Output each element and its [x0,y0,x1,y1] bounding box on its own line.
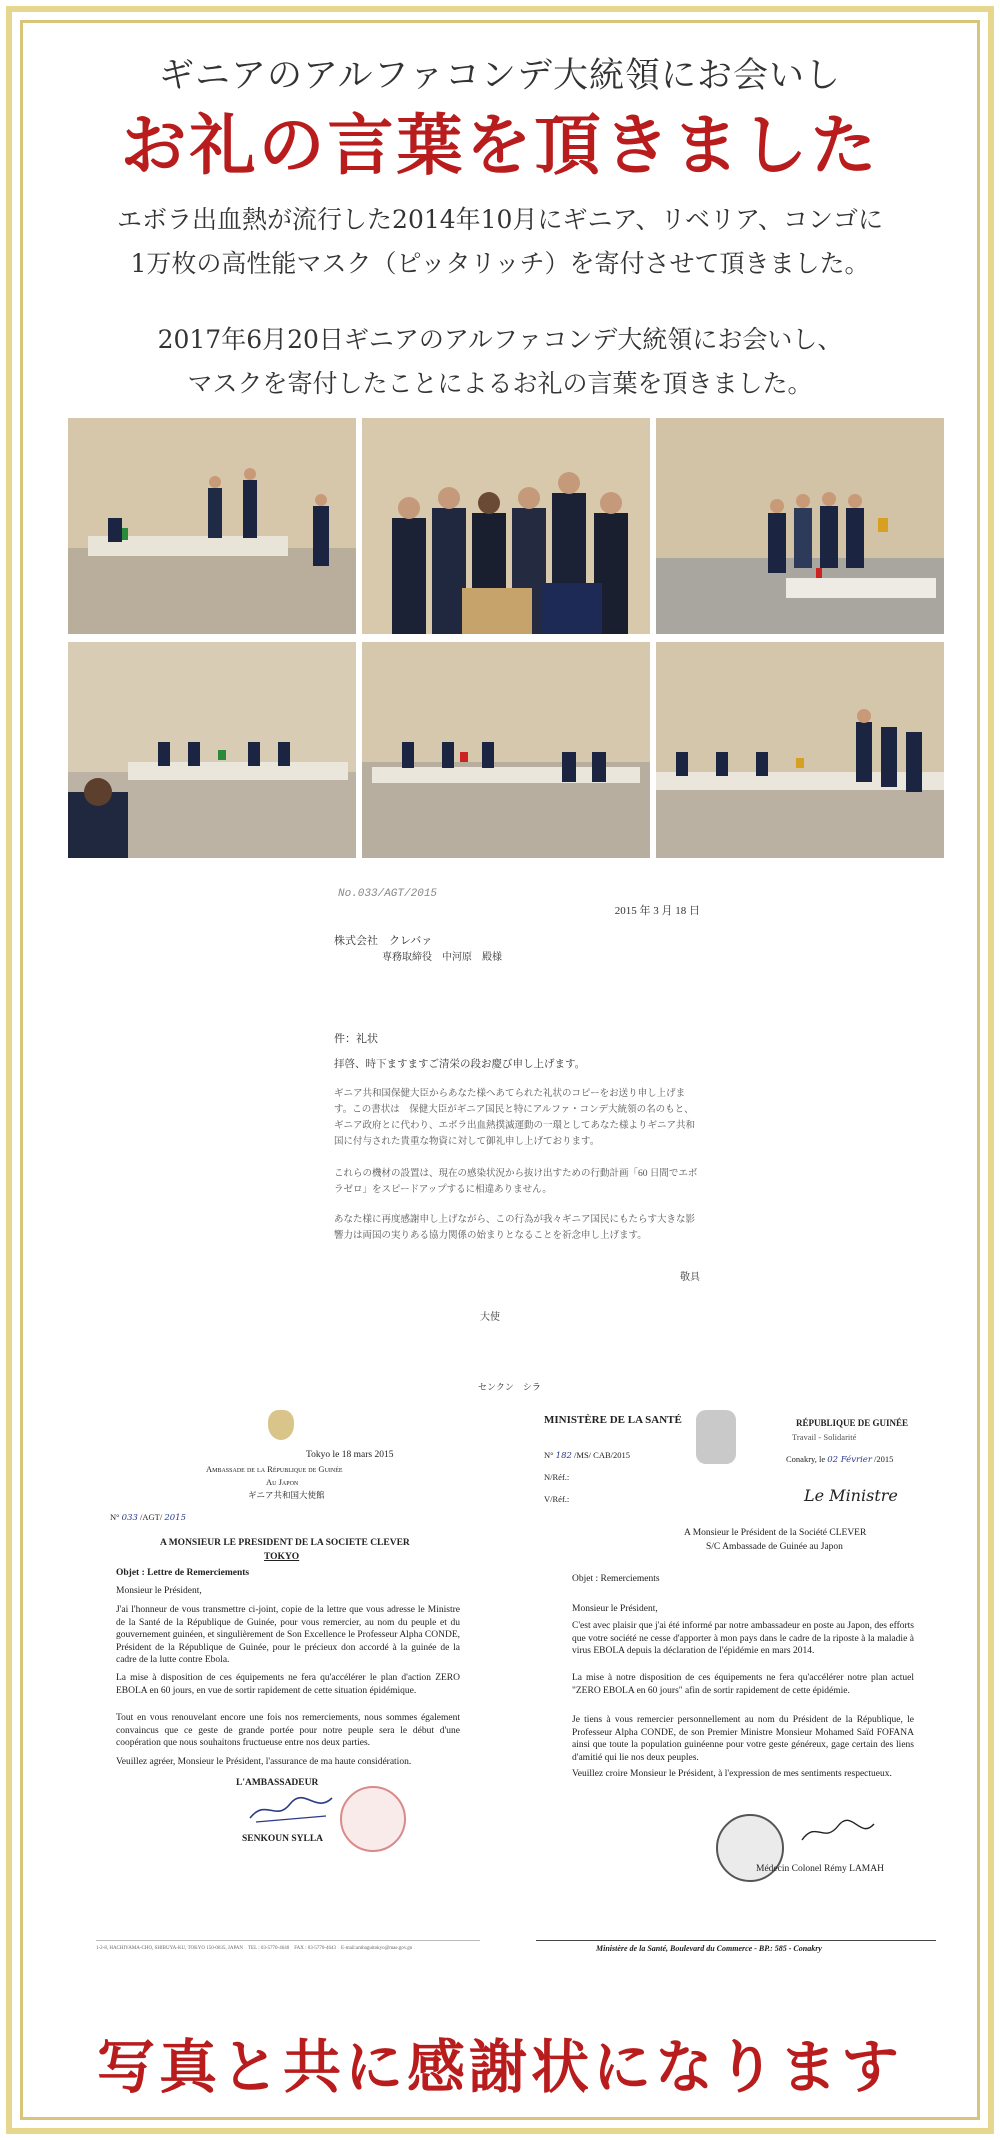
embassy-signatory-title: L'AMBASSADEUR [236,1778,319,1788]
place-year: /2015 [874,1454,894,1464]
intro-line: マスクを寄付したことによるお礼の言葉を頂きました。 [187,369,813,398]
ministry-our-ref: N/Réf.: [544,1472,570,1482]
letter-paragraph-3: あなた様に再度感謝申し上げながら、この行為が我々ギニア国民にもたらす大きな影響力は両国の実りある協力関係の始まりとなることを祈念申し上げます。 [334,1215,696,1241]
letter-addressee-person: 専務取締役 中河原 殿様 [382,952,502,963]
ref-suffix: /AGT/ [140,1512,163,1522]
embassy-letter-paragraph-1: J'ai l'honneur de vous transmettre ci-joint, copie de la lettre que vous adresse le Ministre de la Santé de la République de Guinée, pour vous remercier, au nom du peuple et du gouvernement guinéen, et singulièrement de Son Excellence le Professeur Alpha CONDE, Président de la République de Guinée, pour le précieux don accordé à la guinée de la cadre de la lutte contre Ebola. [116,1605,461,1665]
embassy-signatory-name: SENKOUN SYLLA [242,1834,324,1844]
ministry-signatory: Médecin Colonel Rémy LAMAH [756,1864,884,1874]
no-suffix: /MS/ CAB/2015 [574,1450,631,1460]
ministry-letter-paragraph-2: La mise à notre disposition de ces équipements ne fera qu'accélérer notre plan actuel "ZERO EBOLA en 60 jours" afin de sortir rapidement de cette épidémie. [572,1673,914,1696]
letter-paragraph-2: これらの機材の設置は、現在の感染状況から抜け出すための行動計画「60 日間でエボラゼロ」をスピードアップするに相違ありません。 [334,1169,698,1195]
republic-name: RÉPUBLIQUE DE GUINÉE [796,1418,909,1428]
ministry-name: MINISTÈRE DE LA SANTÉ [544,1414,682,1426]
guinea-coat-of-arms-icon [696,1410,736,1464]
no-label: N° [544,1450,554,1460]
embassy-letter-paragraph-2: La mise à disposition de ces équipements ne fera qu'accélérer le plan d'action ZERO EBOLA en 60 jours, en vue de sortir rapidement de cette situation épidémique. [116,1673,460,1696]
ministry-ref-number [544,1450,630,1461]
embassy-footer-divider [96,1940,480,1941]
photo-meeting-room-1 [68,418,356,634]
ministry-letter-paragraph-1: C'est avec plaisir que j'ai été informé par notre ambassadeur en poste au Japon, des efforts que votre société ne cesse d'apporter à mon pays dans le cadre de la riposte à la maladie à virus EBOLA depuis la déclaration de l'épidémie en mars 2014. [572,1621,914,1656]
footer-caption: 写真と共に感謝状になります [96,2033,903,2101]
letter-reference-number: No.033/AGT/2015 [338,888,438,900]
photo-meeting-room-2 [68,642,356,858]
embassy-ref-number [110,1512,186,1523]
photo-group-portrait [362,418,650,634]
intro-line: 2017年6月20日ギニアのアルファコンデ大統領にお会いし、 [157,325,843,354]
ref-label: N° [110,1512,120,1522]
ministry-place-date [786,1454,893,1465]
ministry-letter-via: S/C Ambassade de Guinée au Japon [706,1542,843,1552]
no-value: 182 [555,1451,572,1461]
embassy-name-jp: ギニア共和国大使館 [248,1490,325,1500]
ministry-footer-address: Ministère de la Santé, Boulevard du Commerce - BP.: 585 - Conakry [596,1944,822,1953]
ambassador-signature-icon [246,1792,336,1828]
ministry-footer-divider [536,1940,936,1941]
embassy-letter-paragraph-4: Veuillez agréer, Monsieur le Président, l'assurance de ma haute considération. [116,1757,412,1767]
ref-year: 2015 [164,1513,186,1523]
ministry-letter-paragraph-4: Veuillez croire Monsieur le Président, à l'expression de mes sentiments respectueux. [572,1769,892,1779]
embassy-country: Au Japon [266,1477,299,1487]
letter-signatory-name: センクン シラ [478,1382,541,1392]
photo-grid [68,418,944,858]
intro-paragraph-2 [0,318,1000,406]
motto-work: Travail [792,1432,817,1442]
letter-ambassador-title: 大使 [480,1312,500,1323]
embassy-letter [96,1410,480,1960]
letter-greeting: 拝啓、時下ますますご清栄の段お慶び申し上げます。 [334,1059,586,1070]
ministry-letter-object: Objet : Remerciements [572,1574,660,1584]
ministry-your-ref: V/Réf.: [544,1494,570,1504]
place-label: Conakry, le [786,1454,826,1464]
embassy-emblem-icon [268,1410,294,1440]
embassy-letter-recipient: A MONSIEUR LE PRESIDENT DE LA SOCIETE CLEVER [160,1538,410,1548]
photo-meeting-room-3 [362,642,650,858]
embassy-letter-city: TOKYO [264,1552,300,1562]
minister-signature-icon [798,1816,878,1850]
photo-meeting-room-4 [656,642,944,858]
heading-line-1: ギニアのアルファコンデ大統領にお会いし [159,56,841,96]
motto-solidarity: Solidarité [823,1432,857,1442]
minister-title-handwritten: Le Ministre [804,1486,898,1505]
intro-line: エボラ出血熱が流行した2014年10月にギニア、リベリア、コンゴに [117,205,883,234]
republic-motto: Travail - Solidarité [792,1432,857,1442]
letter-subject: 件：礼状 [334,1033,378,1045]
ministry-letter-recipient: A Monsieur le Président de la Société CLEVER [684,1528,867,1538]
letter-date: 2015 年 3 月 18 日 [614,905,700,917]
place-date-hand: 02 Février [827,1455,872,1465]
ref-value: 033 [121,1513,138,1523]
embassy-footer-address: 1-2-8, HACHIYAMA-CHO, SHIBUYA-KU, TOKYO 150-0035, JAPAN TEL : 03-5770-4640 FAX : 03-5770-4643 E-mail:ambaguitokyo@mae.gov.gn [96,1946,413,1951]
letter-addressee-company: 株式会社 クレバァ [334,935,433,947]
embassy-letter-object: Objet : Lettre de Remerciements [116,1568,250,1578]
photo-handshake [656,418,944,634]
ministry-letter-greeting: Monsieur le Président, [572,1604,658,1614]
embassy-name: Ambassade de la République de Guinée [206,1464,343,1474]
intro-paragraph-1 [0,198,1000,286]
letter-paragraph-1: ギニア共和国保健大臣からあなた様へあてられた礼状のコピーをお送り申し上げます。この書状は 保健大臣がギニア国民と特にアルファ・コンデ大統領の名のもと、ギニア政府とに代わり、エボラ出血熱撲滅運動の一環としてあなた様よりギニア共和国に付与された貴重な物資に対して御礼申し上げております。 [334,1089,696,1147]
intro-line: 1万枚の高性能マスク（ピッタリッチ）を寄付させて頂きました。 [130,249,870,278]
embassy-letter-date: Tokyo le 18 mars 2015 [306,1450,394,1460]
ministry-letter [536,1410,936,1960]
heading-line-2: お礼の言葉を頂きました [120,106,880,184]
embassy-letter-paragraph-3: Tout en vous renouvelant encore une fois nos remerciements, nous sommes également convaincus que ce geste de grande portée pour notre peuple sera le début d'une coopération que nous souhaitons fructueuse entre nos deux parties. [116,1713,460,1748]
embassy-letter-greeting: Monsieur le Président, [116,1586,202,1596]
embassy-seal-stamp-icon [340,1786,406,1852]
ministry-letter-paragraph-3: Je tiens à vous remercier personnellement au nom du Président de la République, le Professeur Alpha CONDE, de son Premier Ministre Monsieur Mohamed Saïd FOFANA ainsi que toute la population guinéenne pour votre geste généreux, gage certain des liens d'amitié qui lie nos deux peuples. [572,1715,914,1763]
japanese-letter [320,880,700,1400]
letter-closing: 敬具 [680,1272,700,1283]
